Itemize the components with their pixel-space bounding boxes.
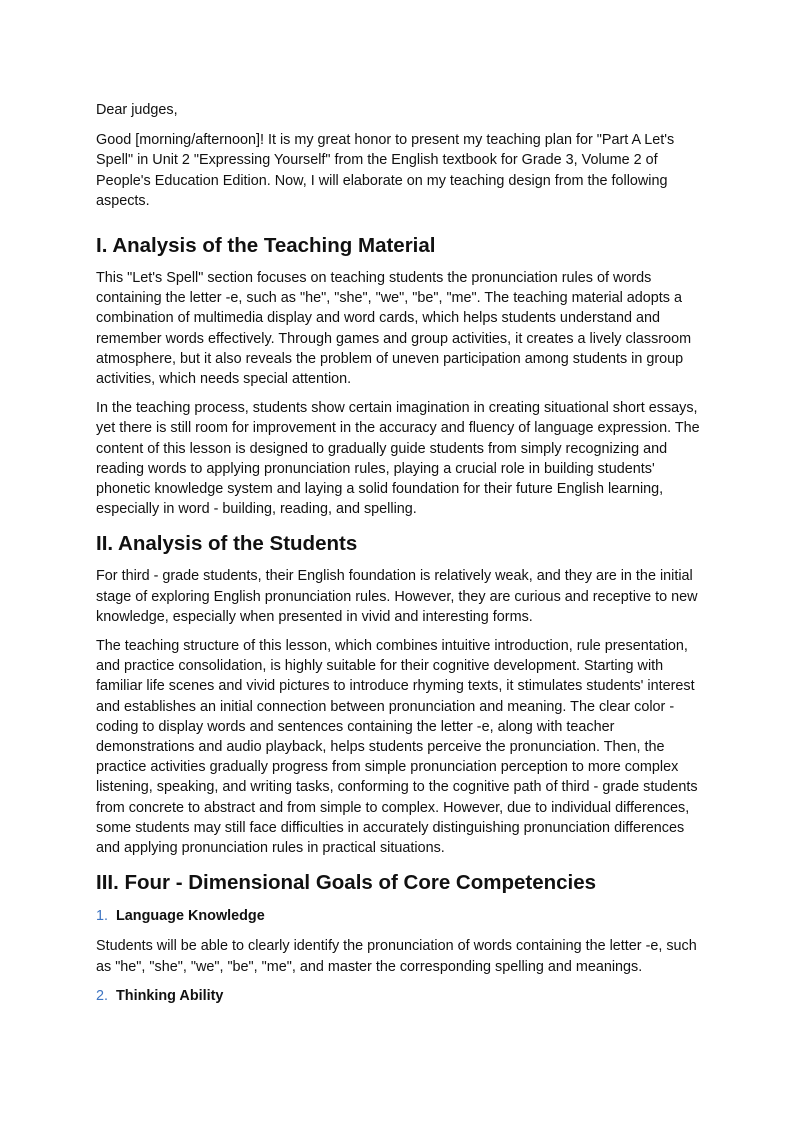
salutation: Dear judges, <box>96 102 178 118</box>
paragraph: The teaching structure of this lesson, which combines intuitive introduction, rule presentation, and practice consolidation, is highly suitable for their cognitive development. Starting with familiar life scenes and vivid pictures to introduce rhyming texts, it stimulates students' interest and establishes an initial connection between pronunciation and meaning. The clear color - coding to display words and sentences containing the letter -e, along with teacher demonstrations and audio playback, helps students perceive the pronunciation. Then, the practice activities gradually progress from simple pronunciation perception to more complex listening, speaking, and writing tasks, conforming to the cognitive path of third - grade students from concrete to abstract and from simple to complex. However, due to individual differences, some students may still face difficulties in accurately distinguishing pronunciation differences and applying pronunciation rules in practical situations. <box>96 638 698 857</box>
list-number: 2. <box>96 987 109 1004</box>
goal-label: Thinking Ability <box>116 987 224 1004</box>
document-page <box>96 100 708 1006</box>
goal-list-item <box>96 906 708 926</box>
section-heading-core-competencies: III. Four - Dimensional Goals of Core Competencies <box>96 871 597 895</box>
section-heading-teaching-material: I. Analysis of the Teaching Material <box>96 234 436 258</box>
section-heading-students: II. Analysis of the Students <box>96 532 358 556</box>
intro-paragraph: Good [morning/afternoon]! It is my great honor to present my teaching plan for "Part A Let's Spell" in Unit 2 "Expressing Yourself" from the English textbook for Grade 3, Volume 2 of People's Education Edition. Now, I will elaborate on my teaching design from the following aspects. <box>96 132 675 209</box>
goal-label: Language Knowledge <box>116 908 265 925</box>
goal-description: Students will be able to clearly identify the pronunciation of words containing the letter -e, such as "he", "she", "we", "be", "me", and master the corresponding spelling and meanings. <box>96 938 697 975</box>
paragraph: For third - grade students, their English foundation is relatively weak, and they are in the initial stage of exploring English pronunciation rules. However, they are curious and receptive to new knowledge, especially when presented in vivid and interesting forms. <box>96 568 698 625</box>
list-number: 1. <box>96 908 109 925</box>
goal-list-item <box>96 986 708 1006</box>
paragraph: This "Let's Spell" section focuses on teaching students the pronunciation rules of words containing the letter -e, such as "he", "she", "we", "be", "me". The teaching material adopts a combination of multimedia display and word cards, which helps students understand and remember words effectively. Through games and group activities, it creates a lively classroom atmosphere, but it also reveals the problem of uneven participation among students in group activities, which needs special attention. <box>96 270 692 388</box>
paragraph: In the teaching process, students show certain imagination in creating situational short essays, yet there is still room for improvement in the accuracy and fluency of language expression. The content of this lesson is designed to gradually guide students from simply recognizing and reading words to applying pronunciation rules, playing a crucial role in building students' phonetic knowledge system and laying a solid foundation for their future English learning, especially in word - building, reading, and spelling. <box>96 400 700 518</box>
